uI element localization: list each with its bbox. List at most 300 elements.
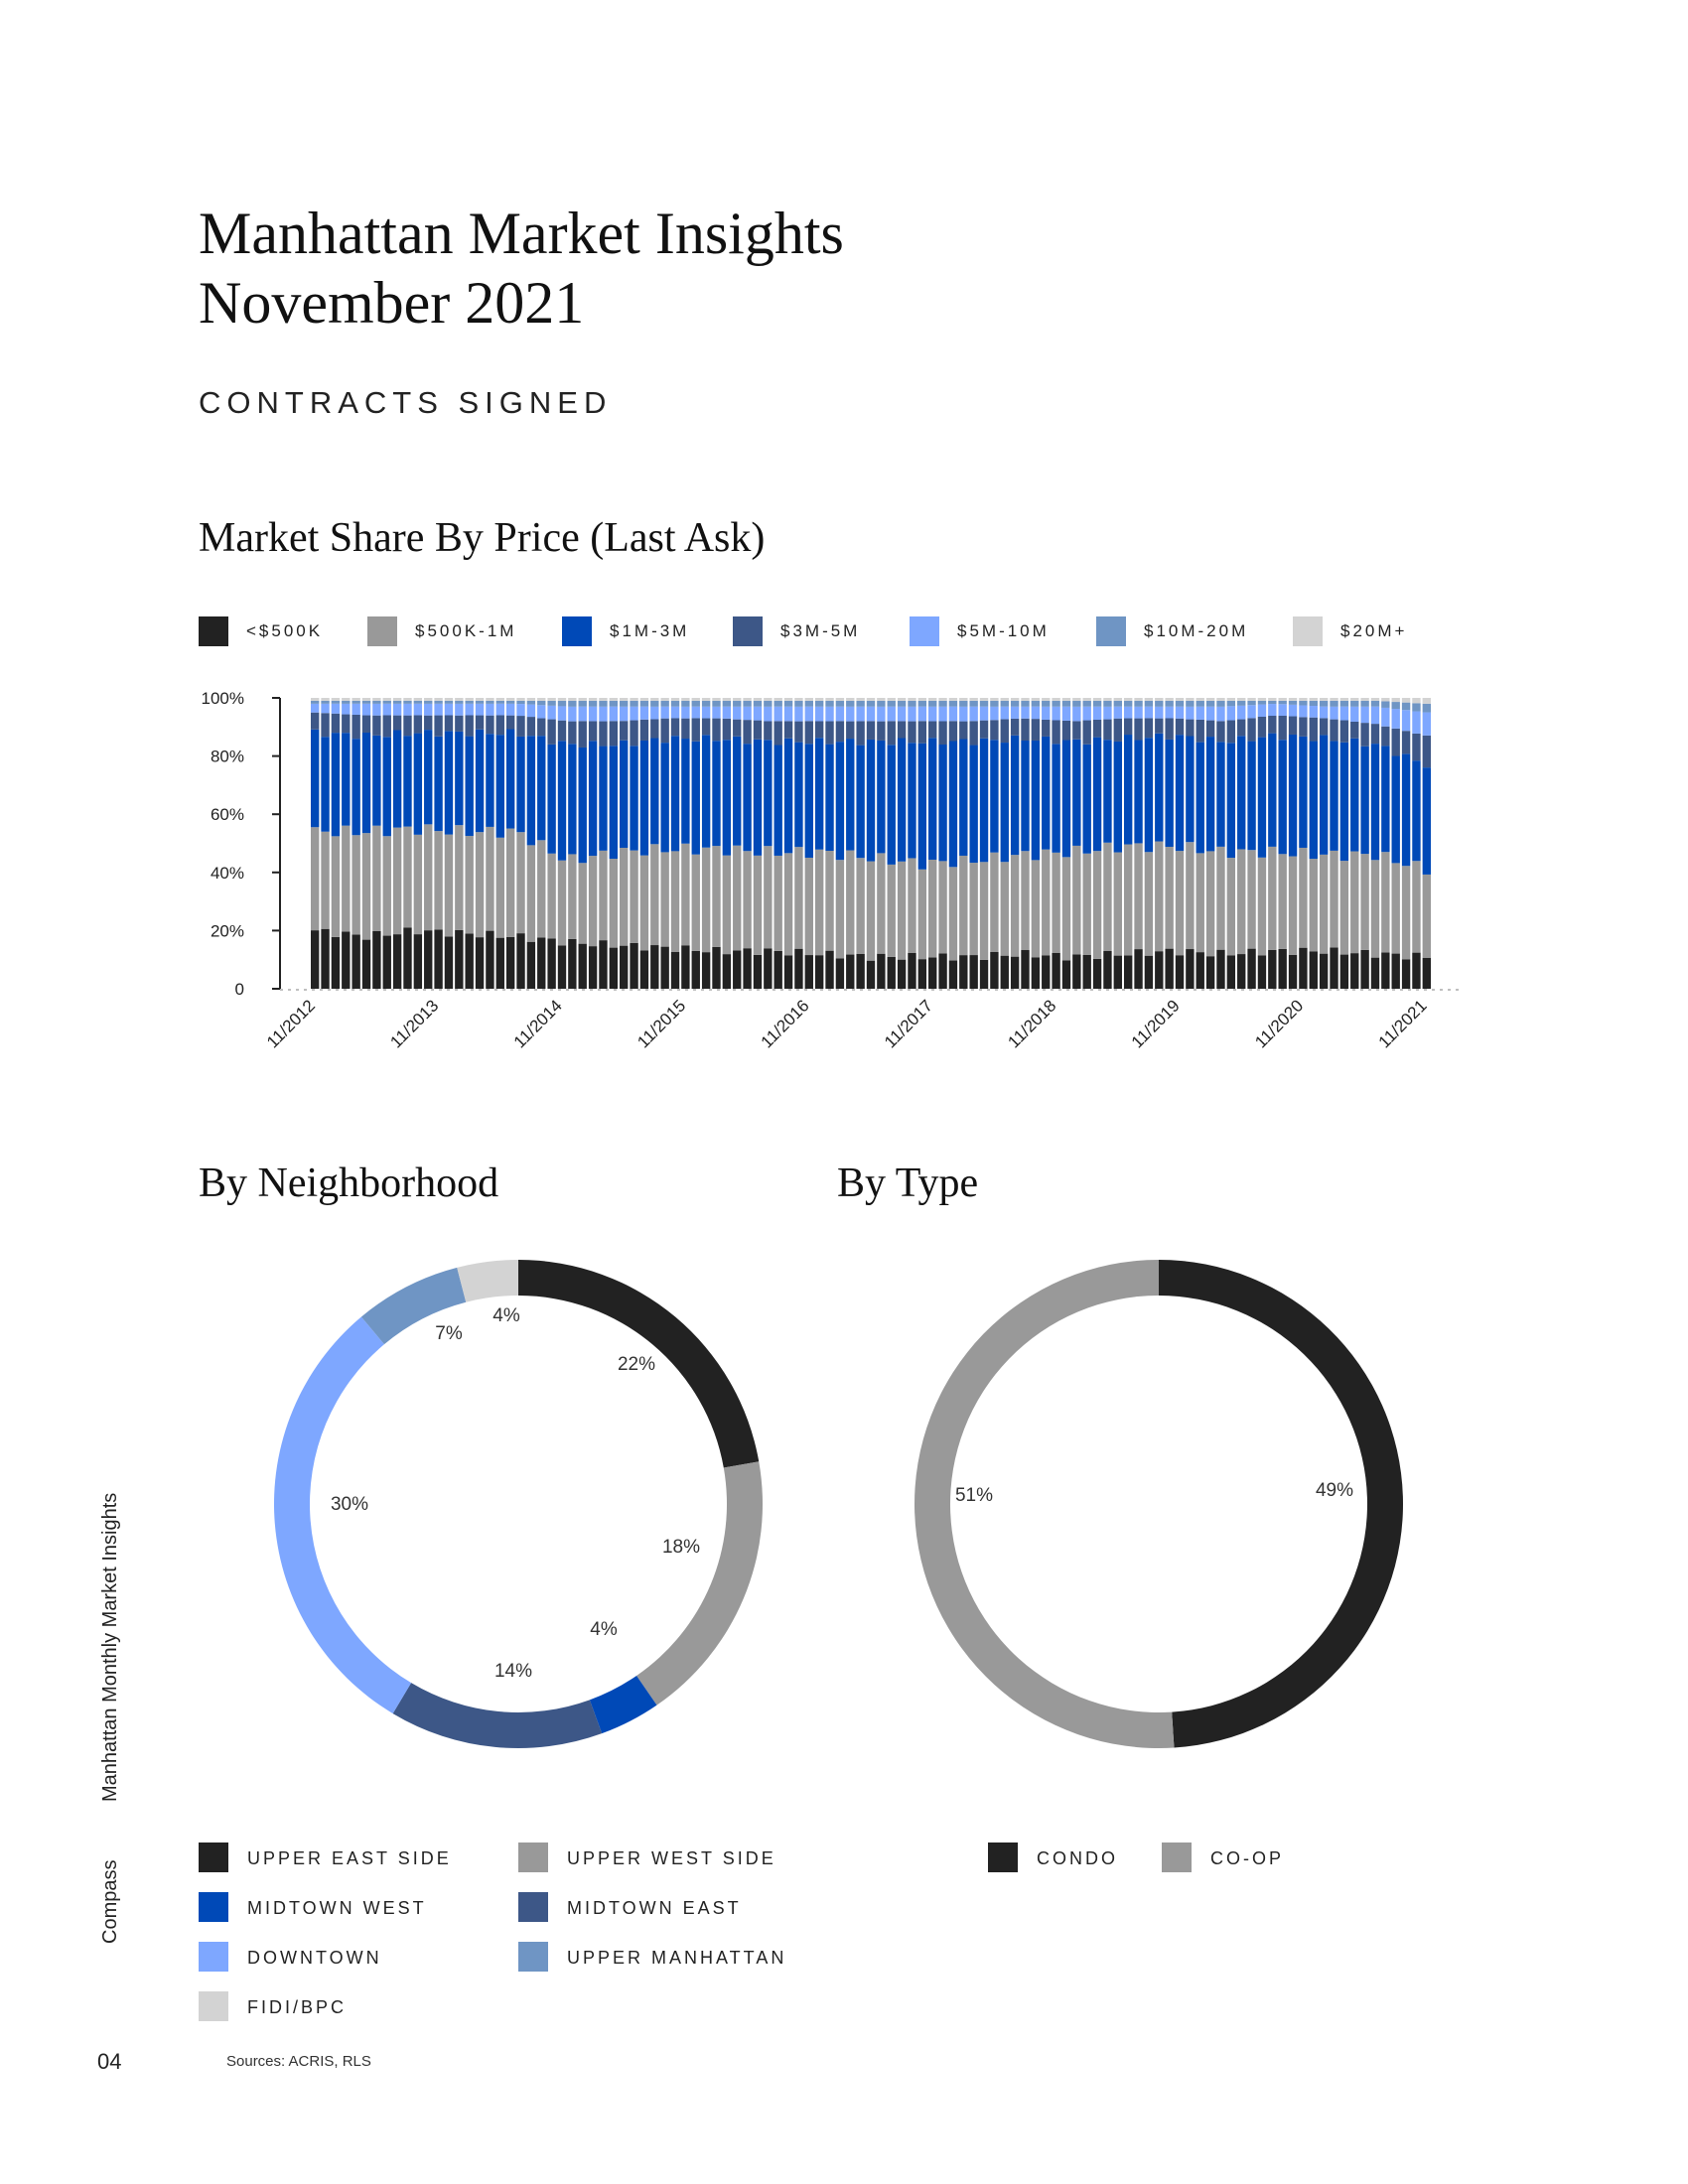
bar-segment-10m-20m [898, 701, 906, 707]
bar-segment-20m [589, 698, 597, 701]
bar-segment-500k-1m [671, 851, 679, 952]
x-tick-label: 11/2020 [1251, 996, 1308, 1052]
bar-segment-20m [692, 698, 700, 701]
legend-label-upper-west-side: UPPER WEST SIDE [567, 1848, 776, 1868]
bar-segment-500k-1m [1001, 862, 1009, 955]
bar-segment-20m [898, 698, 906, 701]
bar-segment-5m-10m [568, 707, 576, 722]
bar-segment-20m [1227, 698, 1235, 701]
bar-segment-1m-3m [620, 741, 628, 848]
donut-slice-label: 7% [435, 1323, 463, 1344]
bar-segment-3m-5m [506, 716, 514, 730]
bar-segment-500k [1320, 954, 1328, 989]
bar-segment-20m [466, 698, 474, 701]
donut-slice-label: 22% [617, 1354, 656, 1375]
bar-segment-500k [1103, 951, 1111, 989]
bar-segment-10m-20m [589, 701, 597, 707]
bar-segment-500k [774, 951, 782, 989]
legend-label-fidi-bpc: FIDI/BPC [247, 1997, 348, 2017]
legend-label-1m-3m: $1M-3M [610, 621, 690, 640]
bar-segment-500k [1032, 957, 1040, 989]
bar-segment-500k [1216, 950, 1224, 989]
bar-segment-1m-3m [1052, 744, 1059, 853]
bar-segment-1m-3m [352, 739, 359, 835]
donut-slice-label: 51% [954, 1485, 994, 1506]
bar-segment-10m-20m [599, 701, 607, 707]
bar-segment-10m-20m [1392, 702, 1400, 709]
bar-segment-500k [486, 931, 493, 989]
bar-segment-20m [547, 698, 555, 701]
bar-segment-5m-10m [321, 704, 329, 713]
bar-segment-3m-5m [1247, 718, 1255, 741]
bar-segment-10m-20m [537, 701, 545, 705]
bar-segment-5m-10m [702, 707, 710, 719]
y-tick-label: 0 [234, 980, 244, 999]
bar-segment-500k-1m [362, 833, 370, 939]
bar-segment-3m-5m [650, 719, 658, 738]
bar-segment-20m [836, 698, 844, 701]
bar-segment-5m-10m [1279, 704, 1287, 716]
bar-segment-5m-10m [1134, 707, 1142, 719]
bar-segment-5m-10m [1042, 707, 1050, 720]
bar-segment-5m-10m [1083, 707, 1091, 721]
bar-segment-5m-10m [1289, 705, 1297, 717]
bar-segment-10m-20m [558, 701, 566, 707]
bar-segment-10m-20m [1083, 701, 1091, 707]
bar-segment-5m-10m [1021, 707, 1029, 719]
bar-segment-500k-1m [1176, 851, 1184, 955]
bar-segment-500k [445, 936, 453, 989]
bar-segment-500k [599, 940, 607, 989]
bar-segment-1m-3m [650, 739, 658, 845]
bar-segment-3m-5m [476, 716, 484, 730]
bar-segment-3m-5m [372, 716, 380, 736]
bar-segment-20m [393, 698, 401, 701]
bar-segment-500k [516, 933, 524, 989]
bar-segment-20m [568, 698, 576, 701]
bar-segment-500k [1289, 955, 1297, 989]
bar-segment-500k [1237, 954, 1245, 989]
type-donut-chart [891, 1236, 1427, 1772]
bar-segment-500k-1m [393, 828, 401, 934]
bar-segment-3m-5m [455, 716, 463, 732]
bar-segment-5m-10m [1206, 707, 1214, 721]
bar-segment-5m-10m [805, 707, 813, 722]
bar-segment-5m-10m [888, 707, 896, 722]
bar-segment-1m-3m [784, 739, 792, 854]
bar-segment-500k-1m [1062, 857, 1070, 960]
bar-segment-1m-3m [1021, 741, 1029, 851]
bar-segment-500k-1m [1350, 852, 1358, 954]
bar-segment-500k [805, 955, 813, 989]
bar-segment-500k [660, 947, 668, 989]
bar-segment-3m-5m [558, 721, 566, 742]
bar-segment-5m-10m [599, 707, 607, 722]
bar-segment-3m-5m [1350, 722, 1358, 739]
bar-segment-1m-3m [466, 737, 474, 836]
bar-segment-500k [496, 938, 504, 989]
bar-segment-500k-1m [1206, 851, 1214, 956]
bar-segment-5m-10m [506, 704, 514, 716]
bar-segment-3m-5m [1001, 719, 1009, 743]
bar-segment-3m-5m [610, 721, 618, 746]
bar-segment-10m-20m [1093, 701, 1101, 707]
bar-segment-3m-5m [784, 721, 792, 738]
bar-segment-1m-3m [1310, 742, 1318, 860]
bar-segment-500k [610, 948, 618, 989]
bar-segment-3m-5m [1237, 720, 1245, 737]
bar-segment-5m-10m [784, 707, 792, 722]
bar-segment-1m-3m [610, 746, 618, 859]
side-report-title: Manhattan Monthly Market Insights [99, 1492, 121, 1802]
bar-segment-10m-20m [1176, 701, 1184, 707]
bar-segment-500k-1m [784, 853, 792, 955]
bar-segment-10m-20m [825, 701, 833, 707]
bar-segment-3m-5m [486, 716, 493, 735]
bar-segment-3m-5m [856, 721, 864, 745]
bar-segment-1m-3m [640, 741, 648, 856]
legend-swatch-midtown-west [199, 1892, 228, 1922]
legend-label-5m-10m: $5M-10M [957, 621, 1050, 640]
bar-segment-20m [1423, 698, 1431, 704]
bar-segment-5m-10m [434, 704, 442, 716]
bar-segment-10m-20m [1381, 702, 1389, 708]
bar-segment-5m-10m [1072, 707, 1080, 722]
bar-segment-5m-10m [1310, 706, 1318, 718]
bar-segment-5m-10m [640, 707, 648, 720]
bar-segment-5m-10m [1145, 707, 1153, 719]
legend-swatch-upper-manhattan [518, 1942, 548, 1972]
legend-label-midtown-west: MIDTOWN WEST [247, 1898, 427, 1918]
bar-segment-3m-5m [1206, 721, 1214, 737]
bar-segment-20m [794, 698, 802, 701]
bar-segment-500k-1m [1392, 863, 1400, 953]
bar-segment-10m-20m [383, 701, 391, 704]
bar-segment-3m-5m [692, 718, 700, 741]
x-tick-label: 11/2021 [1374, 996, 1431, 1052]
bar-segment-3m-5m [1268, 716, 1276, 734]
bar-segment-500k-1m [1268, 847, 1276, 950]
bar-segment-5m-10m [579, 707, 587, 722]
bar-segment-20m [1258, 698, 1266, 701]
bar-segment-20m [372, 698, 380, 701]
donut-slice-label: 4% [492, 1305, 520, 1326]
bar-segment-500k-1m [1320, 855, 1328, 954]
bar-segment-20m [805, 698, 813, 701]
bar-segment-3m-5m [547, 720, 555, 745]
bar-segment-500k [1155, 951, 1163, 989]
bar-segment-1m-3m [836, 742, 844, 860]
sources-note: Sources: ACRIS, RLS [226, 2053, 371, 2070]
bar-segment-3m-5m [990, 720, 998, 740]
bar-segment-1m-3m [949, 742, 957, 868]
bar-segment-5m-10m [1155, 707, 1163, 719]
bar-segment-1m-3m [1114, 742, 1122, 853]
bar-segment-5m-10m [1186, 707, 1194, 720]
bar-segment-1m-3m [476, 730, 484, 832]
bar-segment-500k-1m [1145, 852, 1153, 955]
bar-segment-10m-20m [1196, 701, 1204, 707]
bar-segment-20m [1350, 698, 1358, 701]
bar-segment-1m-3m [1124, 735, 1132, 844]
bar-segment-500k [1165, 949, 1173, 989]
legend-label-condo: CONDO [1037, 1848, 1118, 1868]
bar-segment-1m-3m [362, 733, 370, 833]
bar-segment-5m-10m [692, 707, 700, 719]
bar-segment-3m-5m [1145, 718, 1153, 738]
bar-segment-10m-20m [1402, 703, 1410, 711]
bar-segment-5m-10m [959, 707, 967, 722]
bar-segment-1m-3m [1299, 737, 1307, 848]
bar-segment-20m [1165, 698, 1173, 701]
legend-swatch-upper-east-side [199, 1843, 228, 1872]
bar-segment-10m-20m [1330, 701, 1337, 707]
bar-segment-500k [630, 943, 637, 989]
bar-segment-5m-10m [836, 707, 844, 722]
bar-segment-10m-20m [1186, 701, 1194, 707]
bar-segment-500k-1m [805, 858, 813, 955]
bar-segment-5m-10m [1062, 707, 1070, 721]
bar-segment-5m-10m [476, 704, 484, 716]
bar-segment-10m-20m [959, 701, 967, 707]
bar-segment-1m-3m [1412, 760, 1420, 861]
bar-segment-3m-5m [1052, 720, 1059, 744]
bar-segment-1m-3m [486, 734, 493, 827]
bar-segment-500k-1m [1371, 860, 1379, 957]
bar-segment-3m-5m [794, 722, 802, 743]
y-tick-label: 60% [210, 805, 244, 825]
bar-segment-5m-10m [403, 704, 411, 716]
bar-segment-1m-3m [908, 743, 915, 858]
bar-segment-500k [476, 937, 484, 989]
bar-segment-10m-20m [980, 701, 988, 707]
bar-segment-500k [620, 946, 628, 989]
bar-segment-10m-20m [1371, 701, 1379, 707]
bar-segment-10m-20m [1032, 701, 1040, 707]
bar-segment-3m-5m [1412, 734, 1420, 760]
bar-segment-3m-5m [908, 722, 915, 744]
bar-segment-500k [1402, 959, 1410, 989]
bar-segment-10m-20m [455, 701, 463, 704]
bar-segment-5m-10m [1268, 704, 1276, 716]
bar-segment-1m-3m [434, 737, 442, 831]
bar-segment-500k [650, 945, 658, 989]
bar-segment-1m-3m [1227, 743, 1235, 858]
bar-segment-500k-1m [1155, 842, 1163, 952]
bar-segment-20m [496, 698, 504, 701]
bar-segment-3m-5m [1402, 731, 1410, 753]
bar-segment-500k [938, 953, 946, 989]
bar-segment-10m-20m [1145, 701, 1153, 707]
bar-segment-10m-20m [723, 701, 731, 707]
bar-segment-3m-5m [1124, 719, 1132, 735]
bar-segment-500k-1m [1103, 843, 1111, 951]
bar-segment-3m-5m [537, 719, 545, 737]
bar-segment-5m-10m [1371, 707, 1379, 724]
bar-segment-5m-10m [332, 704, 340, 714]
bar-segment-5m-10m [630, 707, 637, 721]
bar-segment-5m-10m [794, 707, 802, 722]
bar-segment-20m [455, 698, 463, 701]
bar-segment-500k [1114, 956, 1122, 989]
bar-segment-3m-5m [1299, 717, 1307, 737]
bar-segment-10m-20m [1001, 701, 1009, 707]
bar-segment-20m [1402, 698, 1410, 703]
bar-segment-1m-3m [1093, 738, 1101, 852]
bar-segment-10m-20m [846, 701, 854, 707]
legend-label-downtown: DOWNTOWN [247, 1948, 382, 1968]
bar-segment-500k [1062, 960, 1070, 989]
bar-segment-500k [888, 957, 896, 989]
bar-segment-5m-10m [589, 707, 597, 722]
bar-segment-20m [1196, 698, 1204, 701]
bar-segment-5m-10m [671, 707, 679, 719]
bar-segment-10m-20m [640, 701, 648, 707]
bar-segment-1m-3m [1196, 743, 1204, 854]
bar-segment-500k [362, 940, 370, 989]
bar-segment-1m-3m [918, 744, 926, 870]
bar-segment-3m-5m [1176, 719, 1184, 735]
bar-segment-5m-10m [610, 707, 618, 722]
bar-segment-500k-1m [558, 861, 566, 946]
bar-segment-20m [918, 698, 926, 701]
bar-segment-10m-20m [1279, 701, 1287, 704]
bar-segment-500k-1m [620, 848, 628, 946]
bar-segment-20m [1299, 698, 1307, 701]
bar-segment-1m-3m [712, 741, 720, 846]
bar-segment-500k [1145, 956, 1153, 989]
bar-segment-500k [990, 952, 998, 989]
bar-segment-10m-20m [579, 701, 587, 707]
bar-segment-500k [1279, 949, 1287, 989]
bar-segment-3m-5m [805, 721, 813, 744]
bar-segment-500k-1m [898, 862, 906, 960]
bar-segment-3m-5m [589, 721, 597, 741]
legend-swatch-condo [988, 1843, 1018, 1872]
legend-swatch-midtown-east [518, 1892, 548, 1922]
bar-segment-3m-5m [1227, 721, 1235, 744]
bar-segment-500k-1m [928, 860, 936, 958]
bar-segment-5m-10m [372, 704, 380, 716]
donut-slice-label: 30% [330, 1494, 369, 1515]
bar-segment-500k [1350, 953, 1358, 989]
bar-segment-1m-3m [969, 746, 977, 864]
donut-slice-downtown [274, 1317, 411, 1714]
bar-segment-1m-3m [764, 740, 772, 846]
bar-segment-500k [1072, 954, 1080, 989]
bar-segment-20m [403, 698, 411, 701]
bar-segment-500k [1186, 949, 1194, 989]
bar-segment-3m-5m [1289, 717, 1297, 735]
bar-segment-1m-3m [527, 736, 535, 845]
bar-segment-500k [1093, 959, 1101, 989]
bar-segment-500k-1m [352, 835, 359, 934]
bar-segment-10m-20m [764, 701, 772, 707]
bar-segment-1m-3m [599, 747, 607, 851]
legend-label-upper-east-side: UPPER EAST SIDE [247, 1848, 452, 1868]
bar-segment-500k [702, 952, 710, 989]
bar-segment-500k [815, 955, 823, 989]
bar-segment-500k [352, 935, 359, 989]
bar-segment-500k-1m [990, 853, 998, 952]
bar-segment-500k [1124, 955, 1132, 989]
bar-segment-1m-3m [1340, 743, 1348, 861]
bar-segment-20m [1360, 698, 1368, 701]
bar-segment-20m [332, 698, 340, 701]
bar-segment-5m-10m [856, 707, 864, 722]
bar-segment-20m [908, 698, 915, 701]
bar-segment-20m [1268, 698, 1276, 701]
bar-segment-500k-1m [1258, 858, 1266, 956]
bar-segment-20m [774, 698, 782, 701]
bar-segment-500k-1m [537, 840, 545, 937]
bar-segment-20m [610, 698, 618, 701]
bar-segment-1m-3m [424, 730, 432, 824]
bar-segment-20m [754, 698, 762, 701]
bar-segment-500k-1m [856, 858, 864, 954]
bar-segment-5m-10m [414, 704, 422, 716]
bar-segment-3m-5m [1155, 719, 1163, 734]
bar-segment-500k [1412, 953, 1420, 989]
bar-segment-20m [558, 698, 566, 701]
bar-segment-10m-20m [990, 701, 998, 707]
bar-segment-500k-1m [743, 851, 751, 948]
bar-segment-3m-5m [1011, 719, 1019, 736]
bar-segment-20m [1072, 698, 1080, 701]
bar-segment-1m-3m [1134, 740, 1142, 843]
bar-segment-10m-20m [754, 701, 762, 707]
bar-segment-10m-20m [836, 701, 844, 707]
bar-segment-1m-3m [516, 737, 524, 832]
bar-segment-500k [877, 954, 885, 989]
bar-segment-10m-20m [1258, 701, 1266, 705]
bar-segment-5m-10m [1227, 706, 1235, 720]
bar-segment-3m-5m [516, 716, 524, 737]
bar-segment-3m-5m [754, 721, 762, 740]
bar-segment-5m-10m [1330, 707, 1337, 720]
bar-segment-20m [856, 698, 864, 701]
bar-segment-10m-20m [403, 701, 411, 704]
bar-segment-10m-20m [1165, 701, 1173, 707]
bar-segment-3m-5m [445, 716, 453, 732]
bar-segment-1m-3m [1083, 745, 1091, 854]
bar-segment-500k [1299, 948, 1307, 989]
bar-segment-10m-20m [1360, 701, 1368, 707]
bar-segment-1m-3m [1165, 740, 1173, 847]
bar-segment-3m-5m [466, 716, 474, 737]
bar-segment-1m-3m [774, 745, 782, 855]
bar-segment-5m-10m [1176, 707, 1184, 719]
bar-segment-1m-3m [506, 729, 514, 828]
bar-segment-20m [723, 698, 731, 701]
bar-segment-500k [332, 937, 340, 989]
bar-segment-500k [342, 931, 350, 989]
bar-segment-5m-10m [712, 707, 720, 719]
bar-segment-1m-3m [1011, 736, 1019, 855]
bar-segment-1m-3m [1042, 737, 1050, 850]
bar-segment-10m-20m [794, 701, 802, 707]
bar-segment-1m-3m [1268, 734, 1276, 847]
bar-segment-500k [1196, 952, 1204, 989]
bar-segment-3m-5m [1032, 719, 1040, 741]
bar-segment-20m [867, 698, 875, 701]
bar-segment-5m-10m [877, 707, 885, 722]
legend-label-10m-20m: $10M-20M [1144, 621, 1249, 640]
bar-segment-10m-20m [1134, 701, 1142, 707]
bar-segment-1m-3m [1072, 740, 1080, 846]
bar-segment-500k [846, 955, 854, 989]
bar-segment-1m-3m [1032, 741, 1040, 860]
